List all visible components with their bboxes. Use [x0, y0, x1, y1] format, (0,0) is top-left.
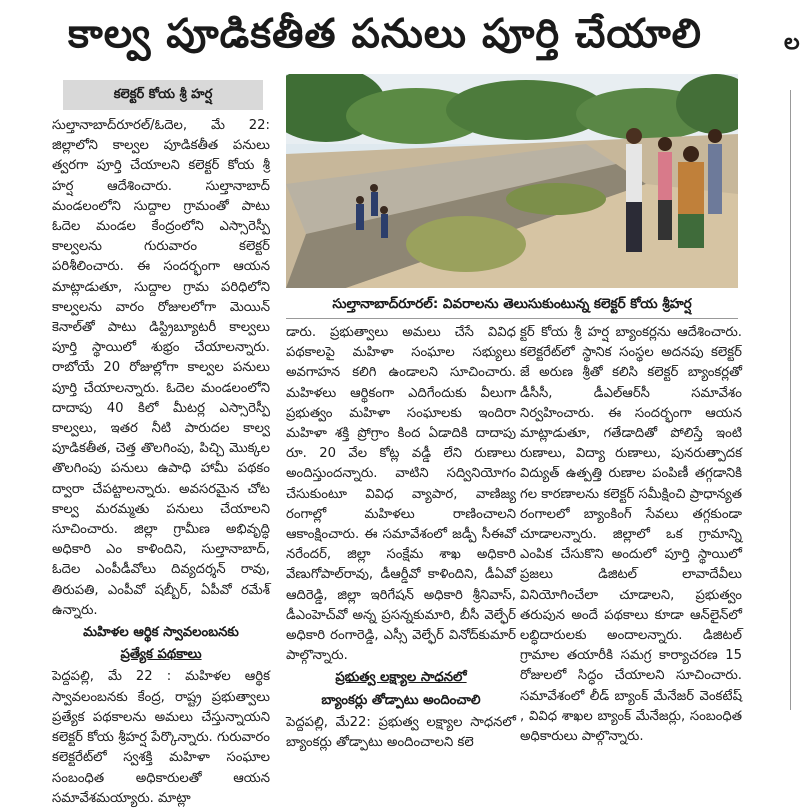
adjacent-column-edge [780, 0, 800, 722]
body-paragraph: సుల్తానాబాద్‌రూరల్/ఓదెల, మే 22: జిల్లాలోని కాల్వల పూడికతీత పనులు త్వరగా పూర్తి చేయాలని కలెక్టర్ కోయ శ్రీ హర్ష ఆదేశించారు. సుల్తానాబాద్ మండలంలోని సుద్దాల గ్రామంతో పాటు ఓదెల మండల కేంద్రంలోని ఎస్సారెస్పీ కాల్వలను గురువారం కలెక్టర్ పరిశీలించారు. ఈ సందర్భంగా ఆయన మాట్లాడుతూ, సుద్దాల గ్రామ పరిధిలోని కాల్వలను వారం రోజులలోగా మెయిన్ కెనాల్‌తో పాటు డిస్ట్రిబ్యూటరీ కాల్వలు పూర్తి స్థాయిలో శుభ్రం చేయాలన్నారు. రాబోయే 20 రోజుల్లోగా కాల్వల పనులు పూర్తి చేయాలన్నారు. ఓదెల మండలంలోని దాదాపు 40 కిలో మీటర్ల ఎస్సారెస్పీ కాల్వలు, ఇతర నీటి పారుదల కాల్వ పూడికతీత, చెత్త తొలగింపు, పిచ్చి మొక్కల తొలగింపు పనులు ఉపాధి హామీ పథకం ద్వారా చేపట్టాలన్నారు. అవసరమైన చోట కాల్వ మరమ్మతు పనులు చేయాలని సూచించారు. జిల్లా గ్రామీణ అభివృద్ధి అధికారి ఎం కాళిందిని, సుల్తానాబాద్, ఓదెల ఎంపీడీవోలు దివ్యదర్శన్ రావు, తిరుపతి, ఎంపీవో షబ్బీర్, ఏపీవో రమేశ్ ఉన్నారు. [52, 118, 270, 618]
edge-glyph: ల [784, 30, 800, 55]
column-rule [790, 90, 791, 710]
photo-caption: సుల్తానాబాద్‌రూరల్: వివరాలను తెలుసుకుంటున్న కలెక్టర్ కోయ శ్రీహర్ష [332, 296, 692, 312]
headline: కాల్వ పూడికతీత పనులు పూర్తి చేయాలి [68, 11, 702, 57]
subheading: మహిళల ఆర్థిక స్వావలంబనకు [83, 625, 239, 641]
body-paragraph: పెద్దపల్లి, మే22: ప్రభుత్వ లక్ష్యాల సాధనలో బ్యాంకర్లు తోడ్పాటు అందించాలని కలె [286, 714, 516, 751]
body-paragraph: క్టర్ కోయ శ్రీ హర్ష బ్యాంకర్లను ఆదేశించారు. కలెక్టరేట్‌లో స్థానిక సంస్థల అదనపు కలెక్టర్ జే అరుణ శ్రీతో కలిసి కలెక్టర్ బ్యాంకర్లతో డీసీసీ, డీఎల్‌ఆర్‌సీ సమావేశం నిర్వహించారు. ఈ సందర్భంగా ఆయన మాట్లాడుతూ, గతేడాదితో పోలిస్తే ఇంటి రుణాలు, విద్యా రుణాలు, పునరుత్పాదక విద్యుత్ ఉత్పత్తి రుణాల పంపిణీ తగ్గడానికి గల కారణాలను కలెక్టర్ సమీక్షించి ప్రాధాన్యత రంగాలలో బ్యాంకింగ్ సేవలు తగ్గకుండా చూడాలన్నారు. జిల్లాలో ఒక గ్రామాన్ని ఎంపిక చేసుకొని అందులో పూర్తి స్థాయిలో ప్రజలు డిజిటల్ లావాదేవీలు వినియోగించేలా చూడాలని, ప్రభుత్వం తరుపున అందే పథకాలు కూడా ఆన్‌లైన్‌లో లబ్ధిదారులకు అందాలన్నారు. డిజిటల్ గ్రామాల తయారీకి సమగ్ర కార్యాచరణ 15 రోజులలో సిద్ధం చేయాలని సూచించారు. సమావేశంలో లీడ్ బ్యాంక్ మేనేజర్ వెంకటేష్ , వివిధ శాఖల బ్యాంక్ మేనేజర్లు, సంబంధిత అధికారులు పాల్గొన్నారు. [520, 325, 742, 745]
article-photo [286, 74, 738, 288]
article-column-2 [286, 323, 516, 753]
subheading: ప్రత్యేక పథకాలు [120, 647, 202, 663]
body-paragraph: డారు. ప్రభుత్వాలు అమలు చేసే వివిధ పథకాలపై మహిళా సంఘాల సభ్యులు అవగాహన కలిగి ఉండాలని సూచించారు. మహిళలు ఆర్థికంగా ఎదిగేందుకు వీలుగా ప్రభుత్వం మహిళా సంఘాలకు ఇందిరా మహిళా శక్తి ప్రోగ్రాం కింద ఏడాదికి దాదాపు రూ. 20 వేల కోట్ల వడ్డీ లేని రుణాలు అందిస్తుందన్నారు. వాటిని సద్వినియోగం చేసుకుంటూ వివిధ వ్యాపార, వాణిజ్య రంగాల్లో మహిళలు రాణించాలని ఆకాంక్షించారు. ఈ సమావేశంలో జడ్పీ సీఈవో నరేందర్, జిల్లా సంక్షేమ శాఖ అధికారి వేణుగోపాల్‌రావు, డీఆర్డీవో కాళిందిని, డీఏవో ఆదిరెడ్డి, జిల్లా ఇరిగేషన్ అధికారి శ్రీనివాస్, డీఎంహెచ్‌వో అన్న ప్రసన్నకుమారి, బీసీ వెల్ఫేర్ అధికారి రంగారెడ్డి, ఎస్సీ వెల్ఫేర్ వినోద్‌కుమార్ పాల్గొన్నారు. [286, 325, 516, 664]
subheading: బ్యాంకర్లు తోడ్పాటు అందించాలి [321, 692, 481, 708]
article-column-3 [520, 323, 742, 747]
article-column-1 [52, 116, 270, 809]
caption-divider [286, 318, 738, 319]
subheading: ప్రభుత్వ లక్ష్యాల సాధనలో [335, 670, 467, 686]
body-paragraph: పెద్దపల్లి, మే 22 : మహిళల ఆర్థిక స్వావలంబనకు కేంద్ర, రాష్ట్ర ప్రభుత్వాలు ప్రత్యేక పథకాలను అమలు చేస్తున్నాయని కలెక్టర్ కోయ శ్రీహర్ష పేర్కొన్నారు. గురువారం కలెక్టరేట్‌లో స్వశక్తి మహిళా సంఘాల సంబంధిత అధికారులతో ఆయన సమావేశమయ్యారు. మాట్లా [52, 669, 270, 806]
byline-label: కలెక్టర్ కోయ శ్రీ హర్ష [63, 80, 263, 110]
